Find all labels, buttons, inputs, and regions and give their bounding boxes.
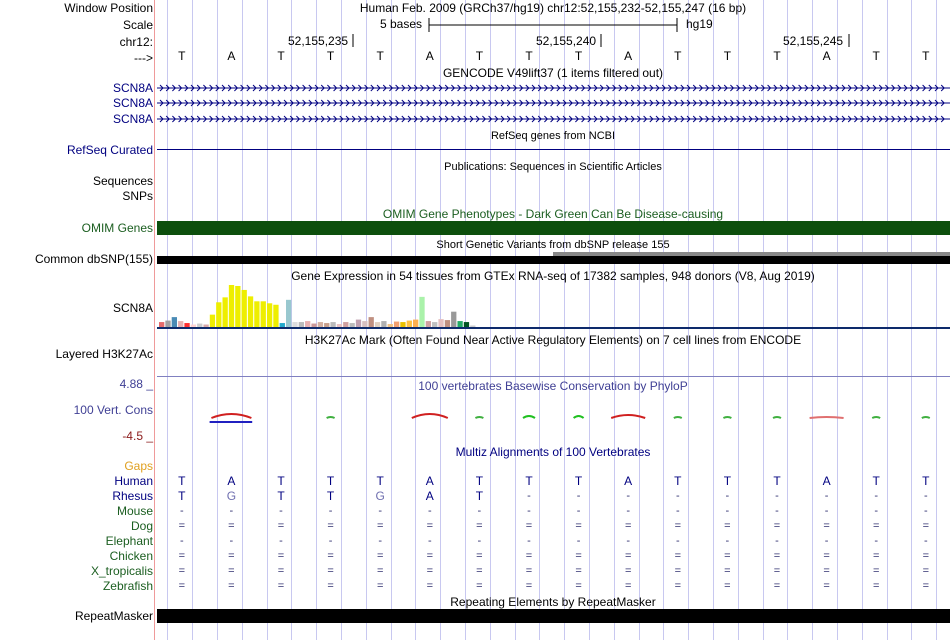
alignment-base: T: [326, 474, 335, 488]
alignment-base: -: [229, 505, 234, 517]
reference-base: T: [922, 49, 930, 63]
alignment-base: =: [376, 520, 384, 532]
alignment-base: =: [624, 550, 632, 562]
alignment-base: -: [626, 490, 631, 502]
alignment-base: =: [178, 520, 186, 532]
alignment-base: =: [178, 550, 186, 562]
alignment-base: -: [923, 505, 928, 517]
alignment-base: =: [426, 565, 434, 577]
alignment-base: G: [226, 489, 237, 503]
species-label-rhesus[interactable]: Rhesus: [112, 489, 153, 503]
scale-assembly: hg19: [686, 17, 713, 31]
alignment-base: =: [922, 520, 930, 532]
reference-base: T: [872, 49, 880, 63]
reference-base: T: [674, 49, 682, 63]
alignment-base: T: [376, 474, 384, 488]
gtex-tissue-bar[interactable]: [210, 315, 215, 327]
alignment-base: =: [525, 550, 533, 562]
gtex-title[interactable]: Gene Expression in 54 tissues from GTEx RNA-seq of 17382 samples, 948 donors (V8, Aug 2019): [291, 269, 815, 283]
h3k27ac-title[interactable]: H3K27Ac Mark (Often Found Near Active Regulatory Elements) on 7 cell lines from ENCODE: [304, 333, 802, 347]
phylop-score-mark[interactable]: [611, 415, 645, 418]
chrom-label: chr12:: [119, 35, 153, 49]
alignment-base: =: [674, 520, 682, 532]
alignment-base: =: [476, 520, 483, 532]
alignment-base: -: [824, 490, 829, 502]
alignment-base: -: [725, 505, 730, 517]
phylop-max-label: 4.88 _: [119, 377, 153, 391]
alignment-base: -: [477, 535, 482, 547]
alignment-base: -: [874, 535, 879, 547]
alignment-base: =: [327, 565, 334, 577]
alignment-base: A: [624, 474, 633, 488]
alignment-base: -: [576, 505, 581, 517]
phylop-score-mark[interactable]: [674, 417, 682, 418]
alignment-base: -: [279, 535, 283, 547]
phylop-score-mark[interactable]: [872, 417, 880, 418]
species-label-mouse[interactable]: Mouse: [116, 504, 153, 518]
reference-base: T: [376, 49, 384, 63]
alignment-base: -: [427, 505, 432, 517]
alignment-base: =: [426, 520, 434, 532]
alignment-base: -: [527, 490, 531, 502]
alignment-base: A: [425, 474, 434, 488]
coord-ticks: [352, 34, 852, 50]
window-position-value[interactable]: Human Feb. 2009 (GRCh37/hg19) chr12:52,155,232-52,155,247 (16 bp): [359, 1, 747, 15]
reference-base: T: [525, 49, 533, 63]
reference-base: A: [822, 49, 831, 63]
alignment-base: -: [775, 535, 779, 547]
species-label-elephant[interactable]: Elephant: [105, 534, 153, 548]
alignment-base: T: [277, 474, 285, 488]
alignment-base: =: [724, 565, 731, 577]
alignment-base: -: [626, 535, 631, 547]
omim-gene-bar[interactable]: [157, 221, 950, 235]
alignment-base: -: [923, 535, 928, 547]
gtex-tissue-bar[interactable]: [419, 297, 424, 327]
alignment-base: T: [723, 474, 732, 488]
h3k27ac-signal-baseline: [157, 376, 950, 377]
alignment-base: =: [922, 565, 930, 577]
alignment-base: =: [773, 580, 781, 592]
alignment-base: =: [674, 550, 682, 562]
alignment-base: T: [475, 489, 484, 503]
alignment-base: T: [277, 489, 285, 503]
species-label-zebrafish[interactable]: Zebrafish: [102, 579, 153, 593]
alignment-base: =: [823, 565, 830, 577]
gtex-expression-chart[interactable]: [157, 284, 537, 328]
reference-base: T: [574, 49, 583, 63]
reference-base: T: [277, 49, 285, 63]
species-label-dog[interactable]: Dog: [130, 519, 153, 533]
alignment-base: T: [773, 474, 781, 488]
alignment-base: =: [773, 550, 781, 562]
alignment-base: -: [775, 505, 779, 517]
sequences-label[interactable]: Sequences: [92, 174, 153, 188]
phylop-score-mark[interactable]: [574, 416, 584, 418]
scale-bar: [428, 17, 680, 33]
gtex-tissue-bar[interactable]: [413, 320, 418, 327]
alignment-base: =: [476, 550, 483, 562]
alignment-base: =: [724, 520, 731, 532]
reference-base: T: [178, 49, 186, 63]
gtex-tissue-bar[interactable]: [172, 317, 177, 327]
alignment-base: -: [527, 505, 531, 517]
gtex-tissue-bar[interactable]: [254, 301, 259, 327]
refseq-gene-line[interactable]: [157, 149, 950, 150]
omim-label[interactable]: OMIM Genes: [81, 221, 153, 235]
refseq-label[interactable]: RefSeq Curated: [66, 143, 153, 157]
repeatmasker-title[interactable]: Repeating Elements by RepeatMasker: [450, 595, 656, 609]
alignment-base: =: [327, 520, 334, 532]
phylop-score-mark[interactable]: [723, 417, 731, 418]
species-label-chicken[interactable]: Chicken: [109, 549, 153, 563]
alignment-base: =: [823, 580, 830, 592]
alignment-base: -: [576, 490, 581, 502]
gtex-tissue-bar[interactable]: [267, 303, 272, 327]
gtex-tissue-bar[interactable]: [356, 320, 361, 327]
omim-title[interactable]: OMIM Gene Phenotypes - Dark Green Can Be Disease-causing: [382, 207, 724, 221]
alignment-base: =: [872, 565, 880, 577]
alignment-base: T: [178, 474, 186, 488]
alignment-base: =: [922, 550, 930, 562]
coord-label-3: 52,155,245: [783, 34, 844, 48]
phylop-score-mark[interactable]: [922, 417, 930, 418]
phylop-score-mark[interactable]: [475, 417, 483, 418]
gtex-tissue-bar[interactable]: [229, 285, 234, 327]
phylop-min-label: -4.5 _: [122, 429, 153, 443]
alignment-base: T: [922, 474, 930, 488]
alignment-base: =: [277, 565, 285, 577]
alignment-base: -: [477, 505, 482, 517]
alignment-base: -: [874, 505, 879, 517]
alignment-base: =: [525, 565, 533, 577]
coord-label-1: 52,155,235: [288, 34, 349, 48]
multiz-title[interactable]: Multiz Alignments of 100 Vertebrates: [455, 445, 651, 459]
gencode-title[interactable]: GENCODE V49lift37 (1 items filtered out): [442, 66, 664, 80]
alignment-base: A: [227, 474, 236, 488]
alignment-base: =: [178, 565, 186, 577]
refseq-title[interactable]: RefSeq genes from NCBI: [490, 130, 616, 142]
gtex-tissue-bar[interactable]: [223, 297, 228, 327]
window-position-label: Window Position: [64, 1, 153, 15]
gtex-tissue-bar[interactable]: [248, 296, 253, 327]
alignment-base: =: [376, 580, 384, 592]
alignment-base: -: [229, 535, 234, 547]
reference-base: T: [723, 49, 732, 63]
phylop-score-mark[interactable]: [327, 417, 335, 418]
alignment-base: =: [674, 580, 682, 592]
alignment-base: =: [922, 580, 930, 592]
track-label-divider: [154, 0, 155, 640]
alignment-base: =: [376, 550, 384, 562]
reference-base: A: [227, 49, 236, 63]
alignment-base: =: [575, 565, 582, 577]
alignment-base: -: [675, 490, 680, 502]
alignment-base: =: [724, 550, 731, 562]
alignment-base: =: [228, 565, 235, 577]
alignment-base: A: [425, 489, 434, 503]
gtex-label[interactable]: SCN8A: [112, 301, 153, 315]
alignment-base: -: [874, 490, 879, 502]
gtex-tissue-bar[interactable]: [445, 320, 450, 327]
alignment-base: =: [872, 580, 880, 592]
alignment-base: -: [527, 535, 531, 547]
alignment-base: =: [872, 550, 880, 562]
alignment-base: -: [675, 535, 680, 547]
alignment-base: =: [228, 520, 235, 532]
species-label-x_tropicalis[interactable]: X_tropicalis: [90, 564, 153, 578]
dbsnp-label[interactable]: Common dbSNP(155): [34, 252, 153, 266]
snps-label[interactable]: SNPs: [122, 189, 153, 203]
alignment-base: -: [626, 505, 631, 517]
gtex-tissue-bar[interactable]: [242, 290, 247, 327]
gtex-gene-line: [157, 327, 950, 329]
strand-arrow-label: --->: [134, 51, 153, 65]
alignment-base: T: [674, 474, 682, 488]
phylop-score-mark[interactable]: [412, 414, 448, 418]
gtex-tissue-bar[interactable]: [261, 301, 266, 327]
phylop-score-mark[interactable]: [810, 417, 844, 418]
alignment-base: -: [824, 535, 829, 547]
alignment-base: -: [378, 505, 383, 517]
alignment-base: =: [575, 550, 582, 562]
alignment-base: =: [277, 550, 285, 562]
alignment-base: -: [775, 490, 779, 502]
alignment-base: =: [724, 580, 731, 592]
gtex-tissue-bar[interactable]: [438, 319, 443, 327]
alignment-base: =: [525, 580, 533, 592]
alignment-base: -: [179, 505, 184, 517]
alignment-base: =: [228, 580, 235, 592]
alignment-base: =: [674, 565, 682, 577]
alignment-base: =: [823, 550, 830, 562]
phylop-score-mark[interactable]: [211, 414, 251, 418]
dbsnp-variant-bar-right[interactable]: [553, 256, 950, 264]
alignment-base: =: [327, 580, 334, 592]
alignment-base: =: [178, 580, 186, 592]
alignment-base: -: [923, 490, 928, 502]
publications-title[interactable]: Publications: Sequences in Scientific Articles: [444, 161, 662, 173]
gencode-transcripts[interactable]: [157, 80, 950, 125]
gencode-item-1-label[interactable]: SCN8A: [112, 81, 153, 95]
alignment-base: =: [624, 520, 632, 532]
alignment-base: -: [824, 505, 829, 517]
reference-base: T: [475, 49, 484, 63]
h3k27ac-label[interactable]: Layered H3K27Ac: [55, 347, 153, 361]
alignment-base: -: [725, 490, 730, 502]
phylop-score-mark[interactable]: [773, 417, 781, 418]
alignment-base: =: [476, 565, 483, 577]
reference-base: T: [773, 49, 781, 63]
alignment-base: G: [375, 489, 385, 503]
alignment-base: T: [475, 474, 484, 488]
alignment-base: T: [574, 474, 583, 488]
alignment-base: A: [822, 474, 831, 488]
reference-base: A: [425, 49, 434, 63]
alignment-base: =: [525, 520, 533, 532]
repeatmasker-bar[interactable]: [157, 609, 950, 623]
alignment-base: =: [376, 565, 384, 577]
dbsnp-title[interactable]: Short Genetic Variants from dbSNP release 155: [436, 239, 670, 251]
gencode-item-3-label[interactable]: SCN8A: [112, 112, 153, 126]
alignment-base: -: [279, 505, 283, 517]
alignment-base: =: [476, 580, 483, 592]
alignment-base: =: [277, 580, 285, 592]
coord-label-2: 52,155,240: [536, 34, 597, 48]
gaps-label: Gaps: [124, 459, 153, 473]
alignment-base: T: [326, 489, 335, 503]
alignment-base: T: [178, 489, 186, 503]
alignment-base: =: [426, 550, 434, 562]
gtex-tissue-bar[interactable]: [273, 305, 278, 327]
alignment-base: -: [378, 535, 383, 547]
alignment-base: =: [624, 565, 632, 577]
gtex-tissue-bar[interactable]: [216, 302, 221, 327]
alignment-base: -: [576, 535, 581, 547]
gtex-tissue-bar[interactable]: [235, 286, 240, 327]
alignment-base: =: [277, 520, 285, 532]
scale-text: 5 bases: [380, 17, 423, 31]
reference-base: T: [326, 49, 335, 63]
alignment-base: T: [525, 474, 533, 488]
gtex-tissue-bar[interactable]: [451, 312, 456, 327]
alignment-base: =: [575, 520, 582, 532]
alignment-base: =: [773, 520, 781, 532]
alignment-base: -: [179, 535, 184, 547]
alignment-base: -: [328, 505, 333, 517]
phylop-signal[interactable]: [157, 405, 950, 430]
repeatmasker-label[interactable]: RepeatMasker: [74, 609, 153, 623]
alignment-base: =: [228, 550, 235, 562]
alignment-base: T: [872, 474, 880, 488]
gtex-tissue-bar[interactable]: [369, 317, 374, 327]
gtex-tissue-bar[interactable]: [286, 300, 291, 327]
alignment-base: -: [725, 535, 730, 547]
alignment-base: =: [327, 550, 334, 562]
alignment-base: =: [773, 565, 781, 577]
phylop-score-mark[interactable]: [523, 416, 535, 418]
alignment-base: =: [624, 580, 632, 592]
alignment-base: -: [427, 535, 432, 547]
phylop-title[interactable]: 100 vertebrates Basewise Conservation by PhyloP: [418, 379, 688, 393]
alignment-base: -: [675, 505, 680, 517]
alignment-base: =: [575, 580, 582, 592]
alignment-base: =: [872, 520, 880, 532]
scale-label: Scale: [122, 18, 153, 32]
species-label-human[interactable]: Human: [114, 474, 153, 488]
alignment-base: -: [328, 535, 333, 547]
alignment-base: =: [823, 520, 830, 532]
alignment-base: =: [426, 580, 434, 592]
phylop-label[interactable]: 100 Vert. Cons: [73, 403, 153, 417]
gencode-item-2-label[interactable]: SCN8A: [112, 96, 153, 110]
reference-base: A: [624, 49, 633, 63]
